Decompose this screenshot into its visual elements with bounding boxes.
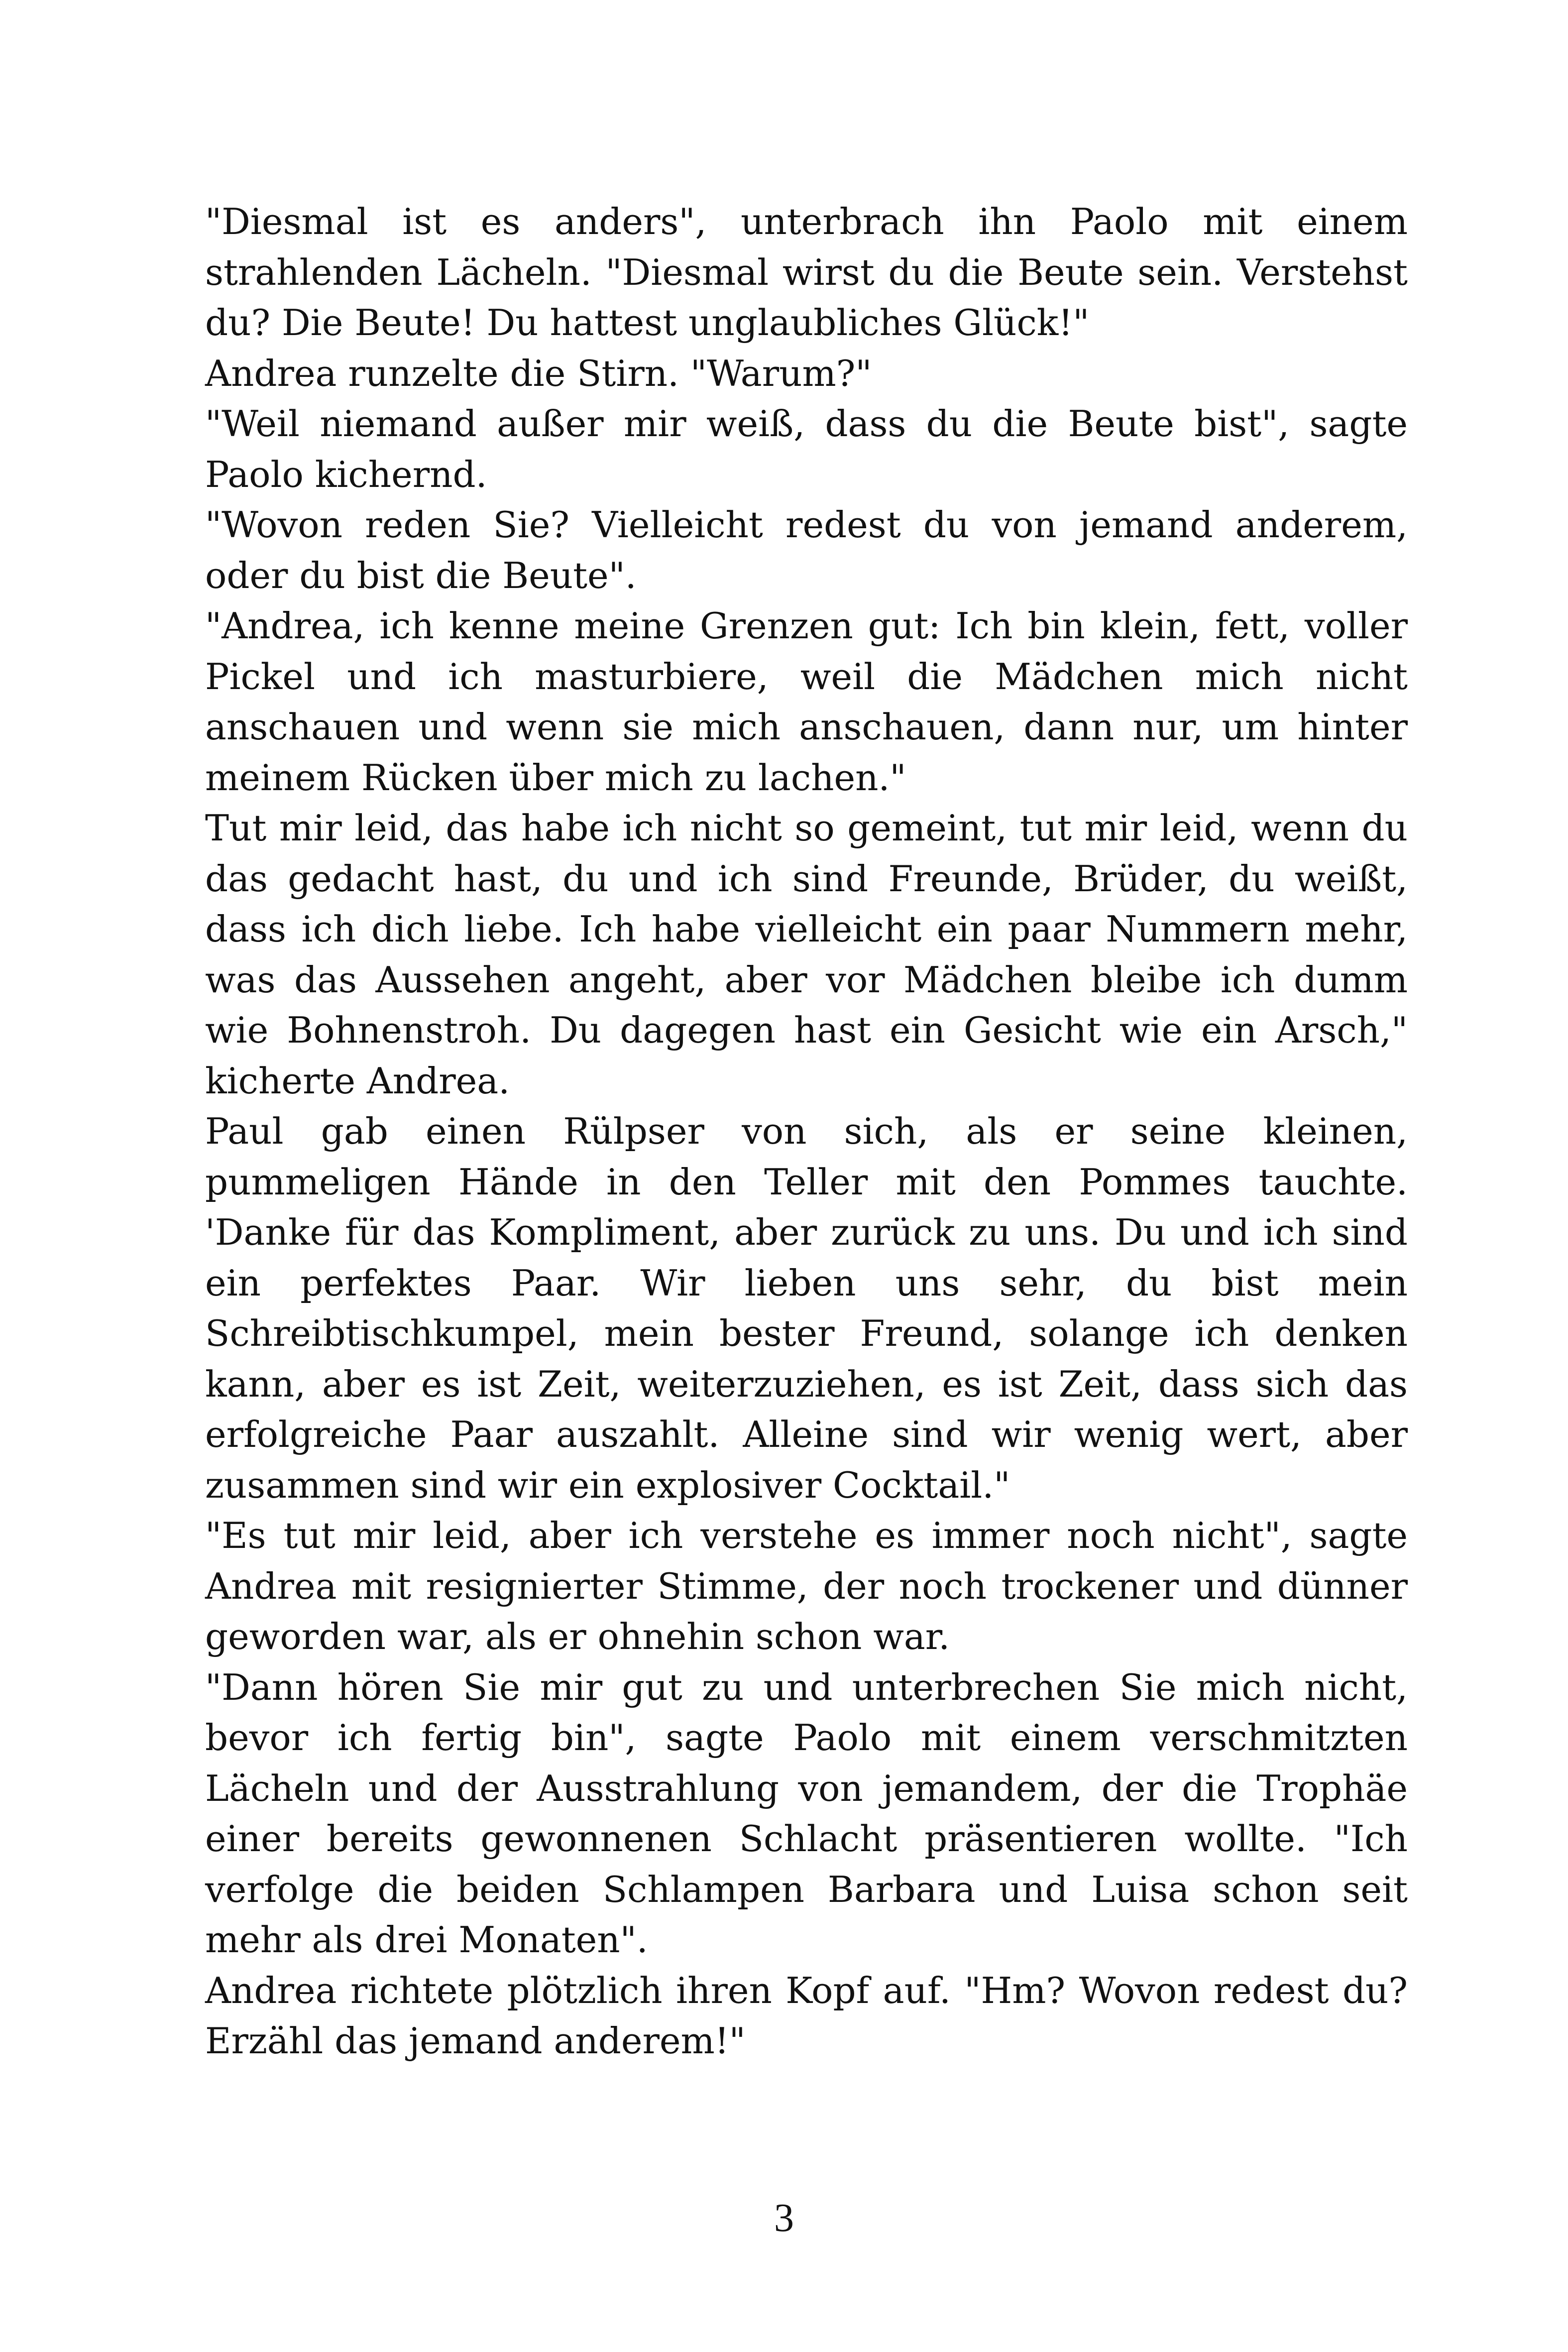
paragraph: "Wovon reden Sie? Vielleicht redest du von jemand anderem, oder du bist die Beute". (205, 504, 1408, 596)
paragraph: "Es tut mir leid, aber ich verstehe es immer noch nicht", sagte Andrea mit resignierter Stimme, der noch trockener und dünner geworden war, als er ohnehin schon war. (205, 1515, 1408, 1657)
paragraph: Tut mir leid, das habe ich nicht so gemeint, tut mir leid, wenn du das gedacht hast, du und ich sind Freunde, Brüder, du weißt, dass ich dich liebe. Ich habe vielleicht ein paar Nummern mehr, was das Aussehen angeht, aber vor Mädchen bleibe ich dumm wie Bohnenstroh. Du dagegen hast ein Gesicht wie ein Arsch," kicherte Andrea. (205, 807, 1408, 1102)
paragraph: Andrea richtete plötzlich ihren Kopf auf. "Hm? Wovon redest du? Erzähl das jemand anderem!" (205, 1969, 1408, 2062)
paragraph: "Diesmal ist es anders", unterbrach ihn Paolo mit einem strahlenden Lächeln. "Diesmal wirst du die Beute sein. Verstehst du? Die Beute! Du hattest unglaubliches Glück!" (205, 201, 1408, 344)
paragraph: "Weil niemand außer mir weiß, dass du die Beute bist", sagte Paolo kichernd. (205, 403, 1408, 495)
paragraph: "Andrea, ich kenne meine Grenzen gut: Ich bin klein, fett, voller Pickel und ich masturbiere, weil die Mädchen mich nicht anschauen und wenn sie mich anschauen, dann nur, um hinter meinem Rücken über mich zu lachen." (205, 605, 1408, 799)
paragraph: Andrea runzelte die Stirn. "Warum?" (205, 352, 872, 394)
body-text (205, 197, 1408, 2067)
page-number: 3 (774, 2196, 794, 2240)
paragraph: Paul gab einen Rülpser von sich, als er seine kleinen, pummeligen Hände in den Teller mit den Pommes tauchte. 'Danke für das Kompliment, aber zurück zu uns. Du und ich sind ein perfektes Paar. Wir lieben uns sehr, du bist mein Schreibtischkumpel, mein bester Freund, solange ich denken kann, aber es ist Zeit, weiterzuziehen, es ist Zeit, dass sich das erfolgreiche Paar auszahlt. Alleine sind wir wenig wert, aber zusammen sind wir ein explosiver Cocktail." (205, 1110, 1408, 1506)
paragraph: "Dann hören Sie mir gut zu und unterbrechen Sie mich nicht, bevor ich fertig bin", sagte Paolo mit einem verschmitzten Lächeln und der Ausstrahlung von jemandem, der die Trophäe einer bereits gewonnenen Schlacht präsentieren wollte. "Ich verfolge die beiden Schlampen Barbara und Luisa schon seit mehr als drei Monaten". (205, 1666, 1408, 1961)
